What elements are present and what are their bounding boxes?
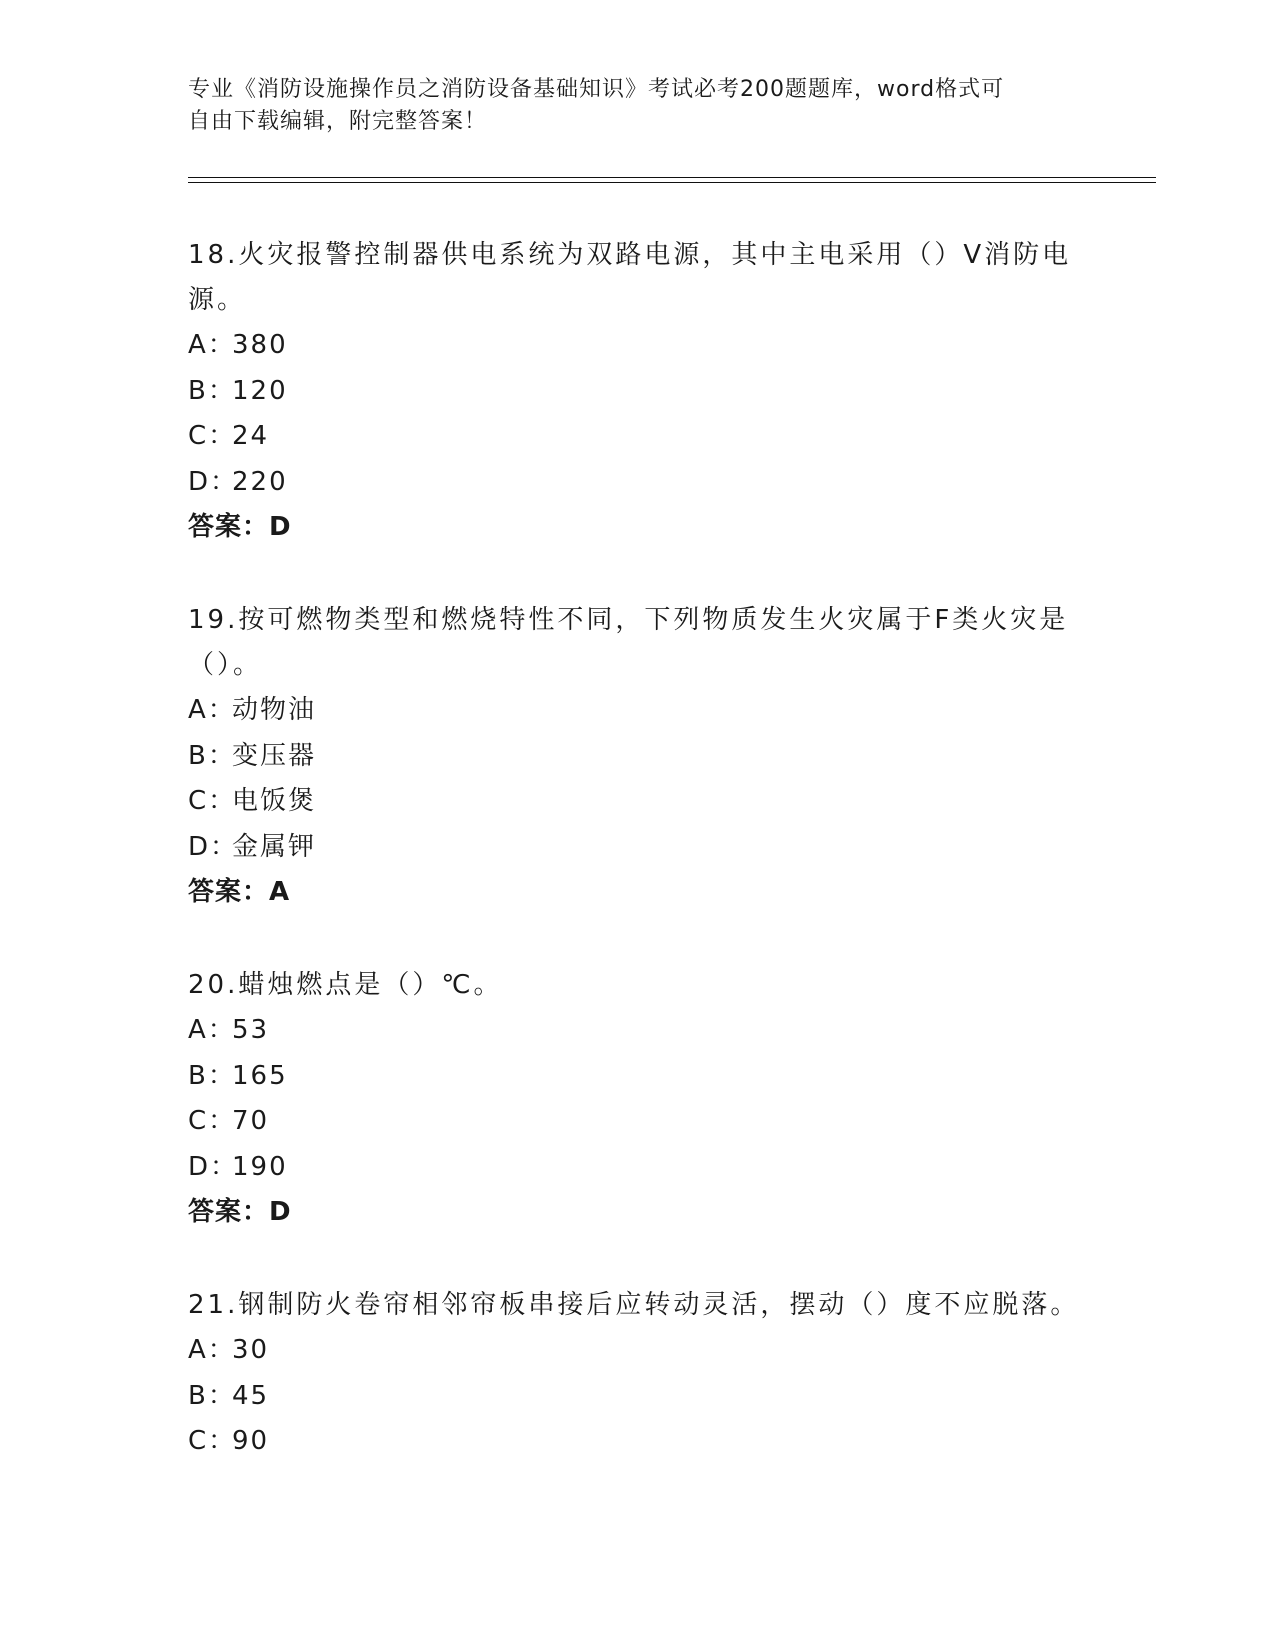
- header-divider-top: [188, 177, 1156, 178]
- question-stem: [188, 1283, 1088, 1328]
- option-letter: A：: [188, 330, 236, 360]
- option-letter: C：: [188, 1106, 237, 1136]
- option-b: [188, 1374, 1088, 1420]
- option-text: 220: [232, 466, 288, 497]
- option-d: [188, 1145, 1088, 1191]
- option-text: 90: [232, 1426, 270, 1456]
- option-letter: C：: [188, 1426, 237, 1456]
- question-19: [188, 598, 1088, 916]
- answer-line: 答案：D: [188, 512, 292, 542]
- question-stem-line-2: （）。: [188, 650, 263, 680]
- option-text: 电饭煲: [232, 786, 317, 816]
- question-stem: [188, 233, 1088, 323]
- option-text: 53: [232, 1015, 270, 1045]
- question-stem-line-1: 20.蜡烛燃点是（）℃。: [188, 970, 503, 1000]
- option-a: [188, 323, 1088, 369]
- option-b: [188, 734, 1088, 780]
- option-b: [188, 1054, 1088, 1100]
- option-text: 30: [232, 1335, 270, 1365]
- question-stem-line-1: 18.火灾报警控制器供电系统为双路电源，其中主电采用（）V消防电: [188, 240, 1072, 270]
- option-d: [188, 825, 1088, 871]
- option-c: [188, 1099, 1088, 1145]
- option-c: [188, 779, 1088, 825]
- answer-line: 答案：D: [188, 1197, 292, 1227]
- option-letter: A：: [188, 695, 236, 725]
- option-letter: D：: [188, 1151, 239, 1182]
- option-letter: B：: [188, 1060, 236, 1091]
- option-a: [188, 688, 1088, 734]
- answer-line: 答案：A: [188, 877, 291, 907]
- option-text: 190: [232, 1151, 288, 1182]
- option-text: 45: [232, 1380, 270, 1411]
- question-18: [188, 233, 1088, 551]
- option-text: 24: [232, 421, 270, 451]
- option-a: [188, 1328, 1088, 1374]
- option-letter: C：: [188, 786, 237, 816]
- option-letter: C：: [188, 421, 237, 451]
- option-letter: B：: [188, 1380, 236, 1411]
- question-20: [188, 963, 1088, 1236]
- question-stem-line-1: 21.钢制防火卷帘相邻帘板串接后应转动灵活，摆动（）度不应脱落。: [188, 1290, 1080, 1320]
- option-letter: D：: [188, 831, 239, 862]
- option-letter: B：: [188, 375, 236, 406]
- question-stem: [188, 963, 1088, 1008]
- option-text: 120: [232, 375, 288, 406]
- option-text: 380: [232, 330, 288, 360]
- option-letter: D：: [188, 466, 239, 497]
- option-text: 变压器: [232, 740, 317, 771]
- option-a: [188, 1008, 1088, 1054]
- document-header: [188, 74, 1068, 138]
- option-text: 165: [232, 1060, 288, 1091]
- option-text: 动物油: [232, 695, 317, 725]
- question-stem-line-2: 源。: [188, 285, 247, 315]
- option-c: [188, 1419, 1088, 1465]
- option-d: [188, 460, 1088, 506]
- option-letter: A：: [188, 1335, 236, 1365]
- header-line-1: 专业《消防设施操作员之消防设备基础知识》考试必考200题题库，word格式可: [188, 77, 1005, 102]
- option-text: 70: [232, 1106, 270, 1136]
- option-letter: B：: [188, 740, 236, 771]
- question-stem-line-1: 19.按可燃物类型和燃烧特性不同，下列物质发生火灾属于F类火灾是: [188, 605, 1069, 635]
- option-b: [188, 369, 1088, 415]
- header-line-2: 自由下载编辑，附完整答案！: [188, 109, 488, 134]
- option-text: 金属钾: [232, 831, 317, 862]
- question-21: [188, 1283, 1088, 1465]
- option-letter: A：: [188, 1015, 236, 1045]
- header-divider-bottom: [188, 182, 1156, 183]
- option-c: [188, 414, 1088, 460]
- question-stem: [188, 598, 1088, 688]
